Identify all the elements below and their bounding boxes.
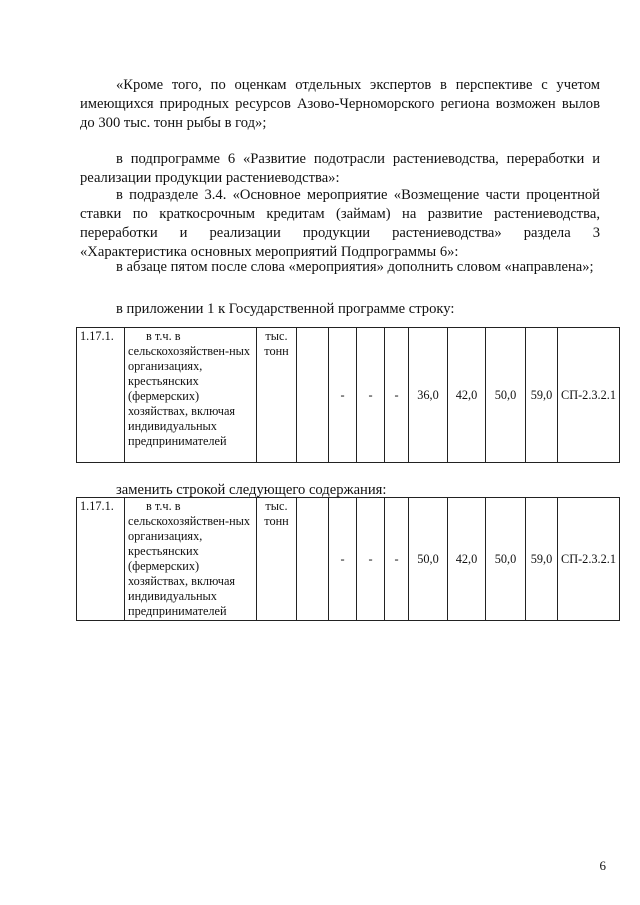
- row-name-cell: [125, 328, 257, 463]
- table-row: [77, 328, 620, 463]
- value-cell: [297, 498, 329, 621]
- row-name-cell: [125, 498, 257, 621]
- paragraph-quote-text: «Кроме того, по оценкам отдельных экспертов в перспективе с учетом имеющихся природных ресурсов Азово-Черноморского региона возможен вылов до 300 тыс. тонн рыбы в год»;: [80, 77, 600, 131]
- row-name-rest: сельскохозяйствен-ных организациях, крестьянских (фермерских) хозяйствах, включая индивидуальных предпринимателей: [128, 344, 251, 448]
- value-cell: 36,0: [409, 328, 448, 463]
- value-cell: -: [329, 498, 357, 621]
- value-cell: 59,0: [526, 498, 558, 621]
- row-name-first: в т.ч. в: [146, 329, 181, 343]
- value-cell: 42,0: [448, 328, 486, 463]
- paragraph-replace-text: заменить строкой следующего содержания:: [116, 482, 387, 498]
- value-cell: 50,0: [409, 498, 448, 621]
- new-row-table: [76, 497, 620, 621]
- reference-cell: СП-2.3.2.1: [558, 498, 620, 621]
- row-unit-cell: тыс. тонн: [257, 328, 297, 463]
- value-cell: -: [357, 498, 385, 621]
- paragraph-subprogram: [80, 150, 600, 188]
- value-cell: -: [329, 328, 357, 463]
- value-cell: 59,0: [526, 328, 558, 463]
- old-row-table: [76, 327, 620, 463]
- page-number: 6: [599, 858, 606, 873]
- paragraph-amendment-text: в абзаце пятом после слова «мероприятия» дополнить словом «направлена»;: [116, 259, 594, 275]
- row-unit-cell: тыс. тонн: [257, 498, 297, 621]
- row-name-rest: сельскохозяйствен-ных организациях, крестьянских (фермерских) хозяйствах, включая индивидуальных предпринимателей: [128, 514, 251, 618]
- paragraph-quote: [80, 76, 600, 133]
- reference-cell: СП-2.3.2.1: [558, 328, 620, 463]
- paragraph-amendment: [80, 258, 600, 277]
- row-code-cell: 1.17.1.: [77, 328, 125, 463]
- paragraph-subsection: [80, 186, 600, 262]
- paragraph-appendix: [80, 300, 600, 319]
- value-cell: 50,0: [486, 328, 526, 463]
- paragraph-subprogram-text: в подпрограмме 6 «Развитие подотрасли растениеводства, переработки и реализации продукции растениеводства»:: [80, 151, 600, 186]
- paragraph-appendix-text: в приложении 1 к Государственной программе строку:: [116, 301, 455, 317]
- row-code-cell: 1.17.1.: [77, 498, 125, 621]
- value-cell: -: [385, 498, 409, 621]
- paragraph-subsection-text: в подразделе 3.4. «Основное мероприятие «Возмещение части процентной ставки по краткосрочным кредитам (займам) на развитие растениеводства, переработки и реализации продукции растениеводства» раздела 3 «Характеристика основных мероприятий Подпрограммы 6»:: [80, 187, 600, 260]
- row-name-first: в т.ч. в: [146, 499, 181, 513]
- value-cell: 50,0: [486, 498, 526, 621]
- value-cell: [297, 328, 329, 463]
- value-cell: 42,0: [448, 498, 486, 621]
- value-cell: -: [385, 328, 409, 463]
- value-cell: -: [357, 328, 385, 463]
- table-row: [77, 498, 620, 621]
